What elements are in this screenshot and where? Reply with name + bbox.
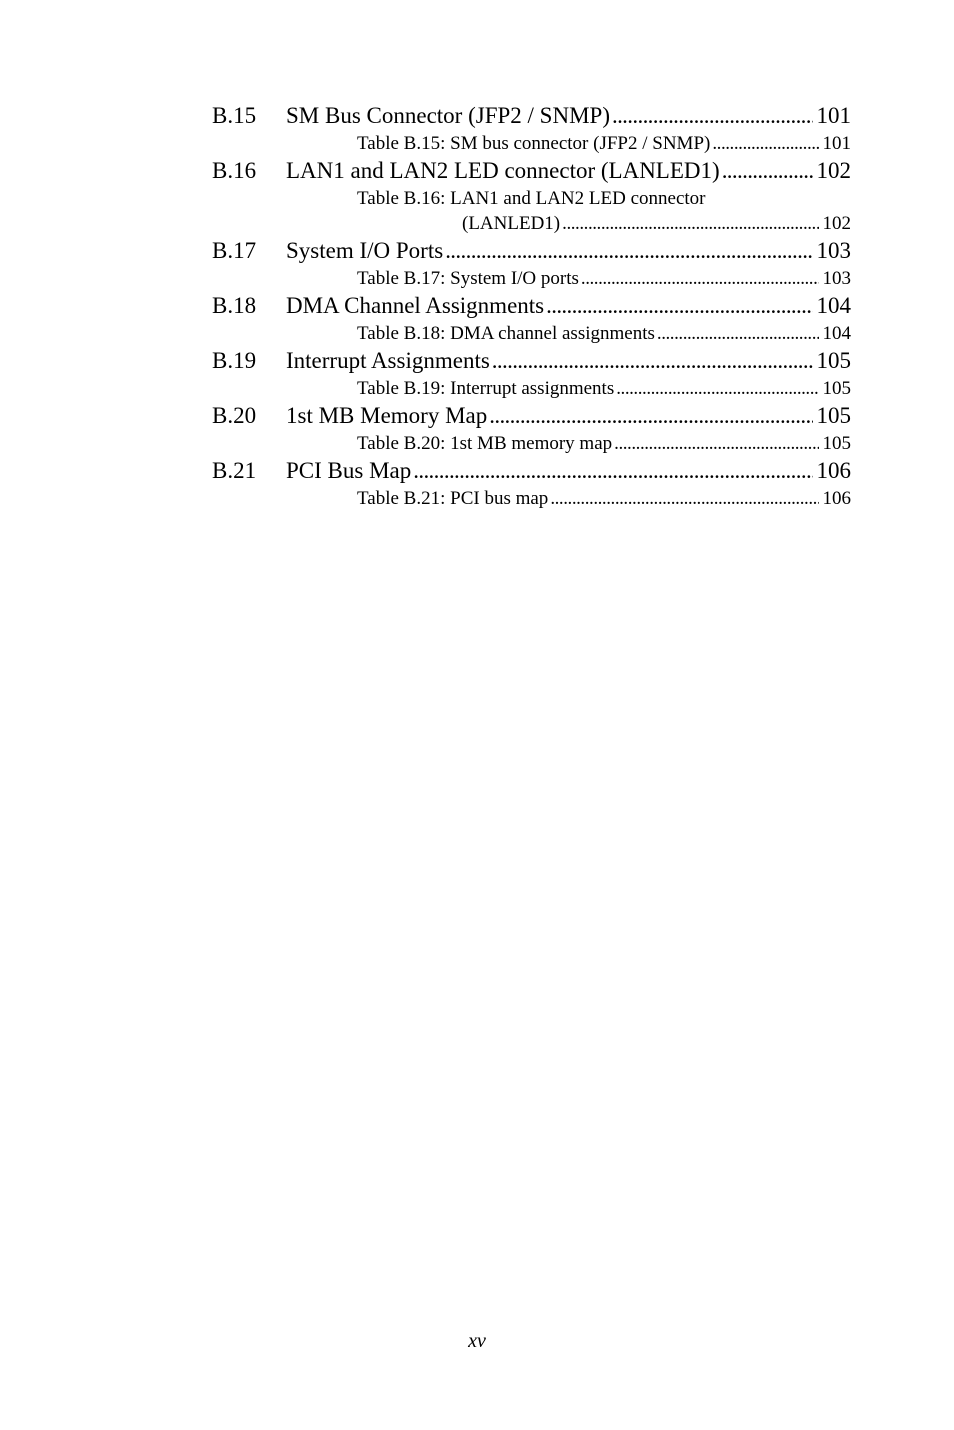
section-number: B.21 [212, 458, 257, 483]
toc-table-entry-first-line[interactable] [212, 186, 851, 211]
dot-leader [550, 486, 818, 511]
section-number: B.18 [212, 293, 257, 318]
table-page: 103 [822, 268, 851, 289]
table-page: 104 [822, 323, 851, 344]
table-page: 105 [822, 378, 851, 399]
toc-section[interactable] [212, 101, 851, 131]
toc-table-entry[interactable] [212, 266, 851, 291]
table-page: 106 [822, 488, 851, 509]
section-page: 101 [816, 103, 851, 128]
toc-table-entry[interactable] [212, 131, 851, 156]
section-title: LAN1 and LAN2 LED connector (LANLED1) [286, 158, 720, 183]
section-number: B.16 [212, 158, 257, 183]
section-page: 105 [816, 348, 851, 373]
dot-leader [614, 431, 818, 456]
dot-leader [546, 291, 812, 321]
section-number: B.19 [212, 348, 257, 373]
table-page: 105 [822, 433, 851, 454]
table-title: Table B.19: Interrupt assignments [357, 378, 615, 399]
section-number: B.15 [212, 103, 257, 128]
dot-leader [492, 346, 813, 376]
table-title: Table B.18: DMA channel assignments [357, 323, 655, 344]
toc-section[interactable] [212, 346, 851, 376]
dot-leader [612, 101, 813, 131]
toc-table-entry[interactable] [212, 376, 851, 401]
section-page: 105 [816, 403, 851, 428]
section-number: B.20 [212, 403, 257, 428]
section-title: DMA Channel Assignments [286, 293, 545, 318]
table-of-contents [212, 101, 851, 511]
toc-section[interactable] [212, 291, 851, 321]
table-page: 102 [822, 213, 851, 234]
toc-section[interactable] [212, 401, 851, 431]
section-page: 106 [816, 458, 851, 483]
table-title-continued: (LANLED1) [462, 213, 561, 234]
section-title: SM Bus Connector (JFP2 / SNMP) [286, 103, 610, 128]
toc-table-entry-continuation[interactable] [212, 211, 851, 236]
dot-leader [616, 376, 818, 401]
toc-section[interactable] [212, 156, 851, 186]
dot-leader [712, 131, 818, 156]
dot-leader [413, 456, 812, 486]
toc-section[interactable] [212, 236, 851, 266]
toc-section[interactable] [212, 456, 851, 486]
table-title: Table B.17: System I/O ports [357, 268, 579, 289]
section-title: 1st MB Memory Map [286, 403, 488, 428]
table-title: Table B.20: 1st MB memory map [357, 433, 613, 454]
dot-leader [562, 211, 818, 236]
section-title: Interrupt Assignments [286, 348, 490, 373]
toc-table-entry[interactable] [212, 431, 851, 456]
dot-leader [581, 266, 819, 291]
toc-table-entry[interactable] [212, 486, 851, 511]
dot-leader [489, 401, 812, 431]
dot-leader [722, 156, 813, 186]
section-title: PCI Bus Map [286, 458, 412, 483]
section-number: B.17 [212, 238, 257, 263]
section-title: System I/O Ports [286, 238, 444, 263]
page-number-footer: xv [468, 1330, 486, 1352]
dot-leader [657, 321, 819, 346]
dot-leader [445, 236, 812, 266]
section-page: 102 [816, 158, 851, 183]
table-title: Table B.21: PCI bus map [357, 488, 549, 509]
table-page: 101 [822, 133, 851, 154]
section-page: 103 [816, 238, 851, 263]
table-title: Table B.16: LAN1 and LAN2 LED connector [357, 188, 706, 209]
section-page: 104 [816, 293, 851, 318]
toc-table-entry[interactable] [212, 321, 851, 346]
table-title: Table B.15: SM bus connector (JFP2 / SNMP) [357, 133, 711, 154]
